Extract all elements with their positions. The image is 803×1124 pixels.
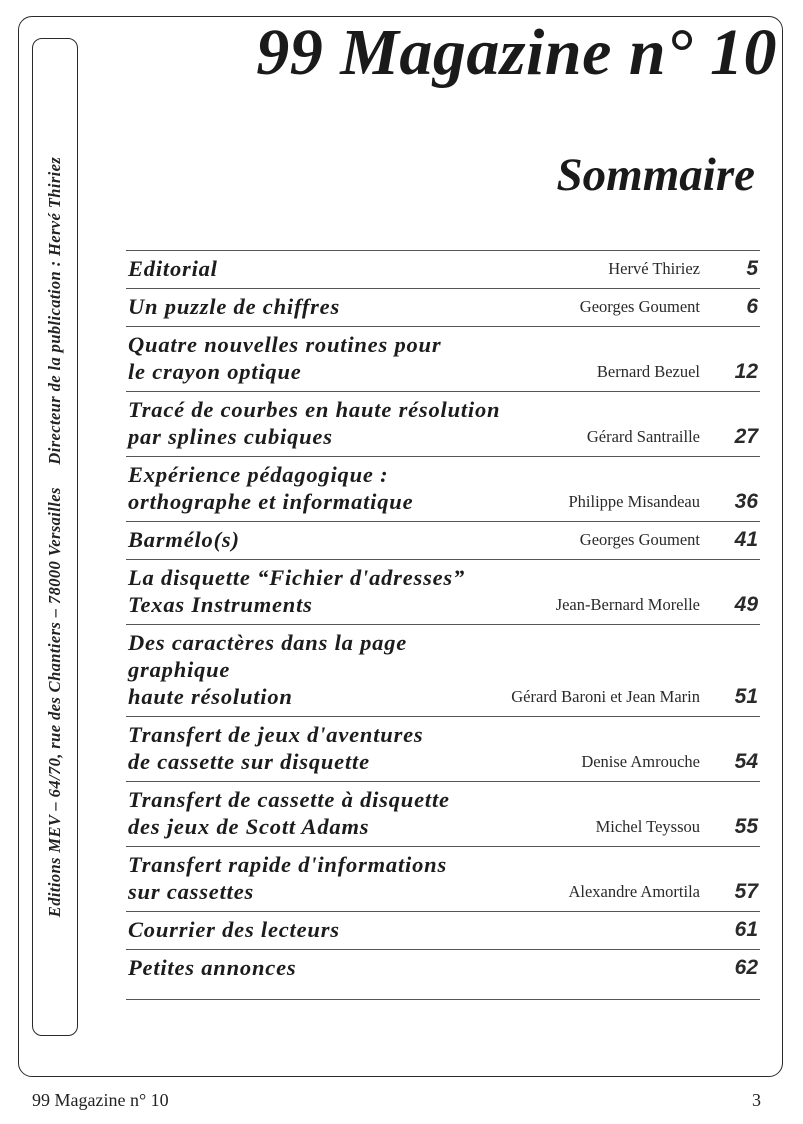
toc-entry: [126, 560, 760, 625]
toc-entry-title: Quatre nouvelles routines pour le crayon optique: [128, 332, 442, 384]
section-title: Sommaire: [556, 149, 755, 201]
imprint-text: Editions MEV – 64/70, rue des Chantiers – 78000 Versailles Directeur de la publication : Hervé Thiriez: [45, 156, 64, 918]
toc-entry-author: Georges Goument: [579, 530, 700, 549]
toc-entry-page: 54: [734, 750, 758, 773]
toc-entry-author: Bernard Bezuel: [596, 362, 700, 381]
toc-entry-page: 6: [746, 295, 758, 318]
toc-entry-title: Expérience pédagogique : orthographe et informatique: [128, 462, 414, 514]
toc-entry: [126, 782, 760, 847]
toc-entry-page: 61: [734, 918, 758, 941]
toc-entry-author: Denise Amrouche: [581, 752, 700, 771]
toc-entry-author: Alexandre Amortila: [568, 882, 700, 901]
toc-entry-title: Courrier des lecteurs: [128, 917, 340, 942]
toc-entry-title: Barmélo(s): [128, 527, 240, 552]
toc-entry-page: 51: [734, 685, 758, 708]
toc-entry-author: Hervé Thiriez: [608, 259, 700, 278]
toc-entry-title: Editorial: [128, 256, 218, 281]
toc-entry: [126, 327, 760, 392]
toc-entry-page: 55: [734, 815, 758, 838]
toc-entry: [126, 625, 760, 717]
toc-entry-page: 27: [734, 425, 758, 448]
toc-entry-title: Des caractères dans la page graphique haute résolution: [128, 630, 408, 709]
toc-entry-title: Transfert rapide d'informations sur cassettes: [128, 852, 448, 904]
toc-entry-author: Gérard Santraille: [586, 427, 700, 446]
footer-page-number: 3: [752, 1090, 761, 1110]
toc-entry: [126, 251, 760, 289]
toc-entry: [126, 717, 760, 782]
toc-entry-page: 62: [734, 956, 758, 979]
toc-entry: [126, 522, 760, 560]
toc-entry-title: La disquette “Fichier d'adresses” Texas Instruments: [128, 565, 466, 617]
toc-entry: [126, 950, 760, 1000]
toc-entry-title: Transfert de jeux d'aventures de cassette sur disquette: [128, 722, 424, 774]
toc-entry-author: Georges Goument: [579, 297, 700, 316]
toc-entry-page: 49: [734, 593, 758, 616]
toc-entry: [126, 847, 760, 912]
toc-entry-author: Philippe Misandeau: [568, 492, 700, 511]
toc-entry-author: Michel Teyssou: [595, 817, 700, 836]
magazine-title: 99 Magazine n° 10: [256, 16, 777, 89]
toc-entry-author: Gérard Baroni et Jean Marin: [511, 687, 700, 706]
toc-entry-page: 5: [746, 257, 758, 280]
toc-entry: [126, 457, 760, 522]
footer-publication: 99 Magazine n° 10: [32, 1090, 169, 1110]
toc-entry: [126, 392, 760, 457]
toc-entry-title: Transfert de cassette à disquette des jeux de Scott Adams: [128, 787, 450, 839]
toc-entry-page: 12: [734, 360, 758, 383]
table-of-contents: [126, 250, 760, 1000]
toc-entry-page: 57: [734, 880, 758, 903]
toc-entry-author: Jean-Bernard Morelle: [555, 595, 700, 614]
toc-entry-title: Un puzzle de chiffres: [128, 294, 341, 319]
toc-entry-title: Petites annonces: [128, 955, 297, 980]
toc-entry-page: 41: [734, 528, 758, 551]
imprint-sidebar: [32, 38, 78, 1036]
toc-entry-page: 36: [734, 490, 758, 513]
toc-entry-title: Tracé de courbes en haute résolution par splines cubiques: [128, 397, 501, 449]
toc-entry: [126, 912, 760, 950]
toc-entry: [126, 289, 760, 327]
